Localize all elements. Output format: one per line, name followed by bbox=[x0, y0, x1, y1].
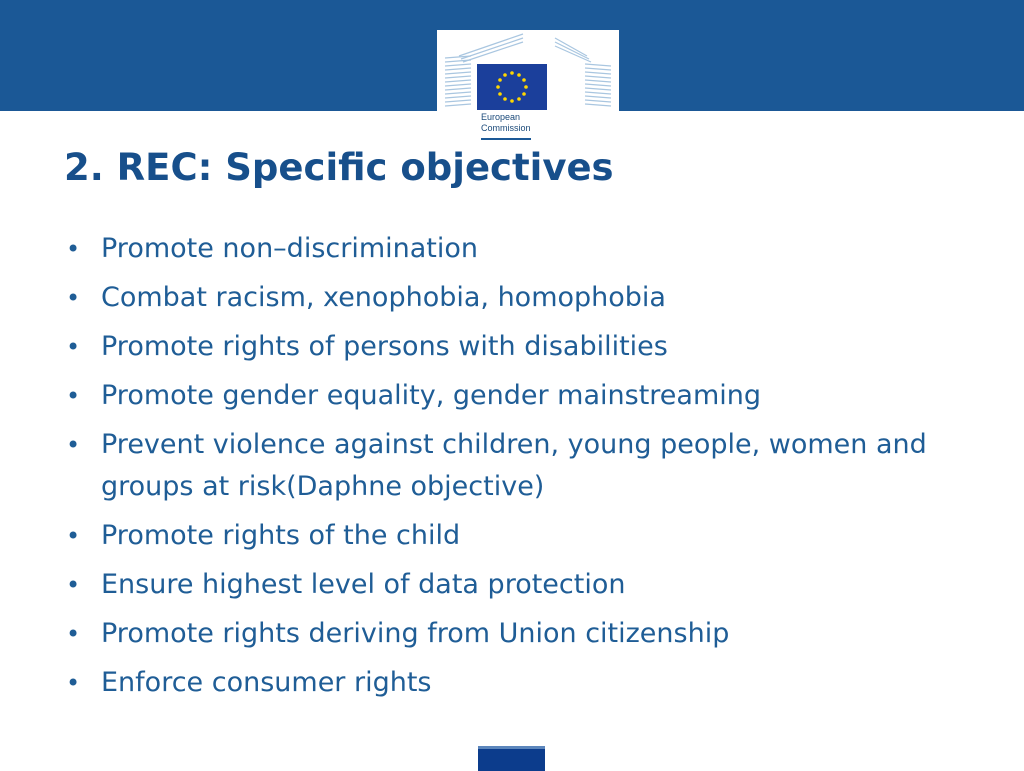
list-item bbox=[60, 515, 980, 557]
bullet-icon: • bbox=[66, 382, 81, 410]
list-item-text: Promote gender equality, gender mainstreaming bbox=[101, 380, 761, 411]
list-item-text: Combat racism, xenophobia, homophobia bbox=[101, 282, 666, 313]
list-item-text: Promote non–discrimination bbox=[101, 233, 479, 264]
list-item bbox=[60, 424, 980, 508]
list-item-text: Promote rights deriving from Union citizenship bbox=[101, 618, 730, 649]
bullet-icon: • bbox=[66, 620, 81, 648]
logo-text bbox=[481, 112, 581, 134]
bullet-icon: • bbox=[66, 431, 81, 459]
logo-text-line2: Commission bbox=[481, 123, 531, 133]
bullet-icon: • bbox=[66, 669, 81, 697]
logo-text-line1: European bbox=[481, 112, 521, 122]
list-item bbox=[60, 613, 980, 655]
bullet-icon: • bbox=[66, 571, 81, 599]
bullet-icon: • bbox=[66, 284, 81, 312]
bullet-icon: • bbox=[66, 333, 81, 361]
list-item bbox=[60, 662, 980, 704]
european-commission-logo bbox=[437, 30, 619, 146]
list-item bbox=[60, 564, 980, 606]
slide-title: 2. REC: Specific objectives bbox=[64, 146, 614, 189]
list-item-text: Prevent violence against children, young people, women and groups at risk(Daphne objective) bbox=[101, 429, 927, 502]
bullet-icon: • bbox=[66, 522, 81, 550]
list-item-text: Promote rights of persons with disabilities bbox=[101, 331, 668, 362]
list-item-text: Promote rights of the child bbox=[101, 520, 461, 551]
list-item bbox=[60, 228, 980, 270]
list-item-text: Enforce consumer rights bbox=[101, 667, 432, 698]
objectives-list bbox=[60, 228, 980, 711]
list-item-text: Ensure highest level of data protection bbox=[101, 569, 626, 600]
bullet-icon: • bbox=[66, 235, 81, 263]
list-item bbox=[60, 326, 980, 368]
list-item bbox=[60, 277, 980, 319]
eu-flag-icon bbox=[478, 746, 545, 771]
logo-underline bbox=[481, 138, 531, 140]
list-item bbox=[60, 375, 980, 417]
